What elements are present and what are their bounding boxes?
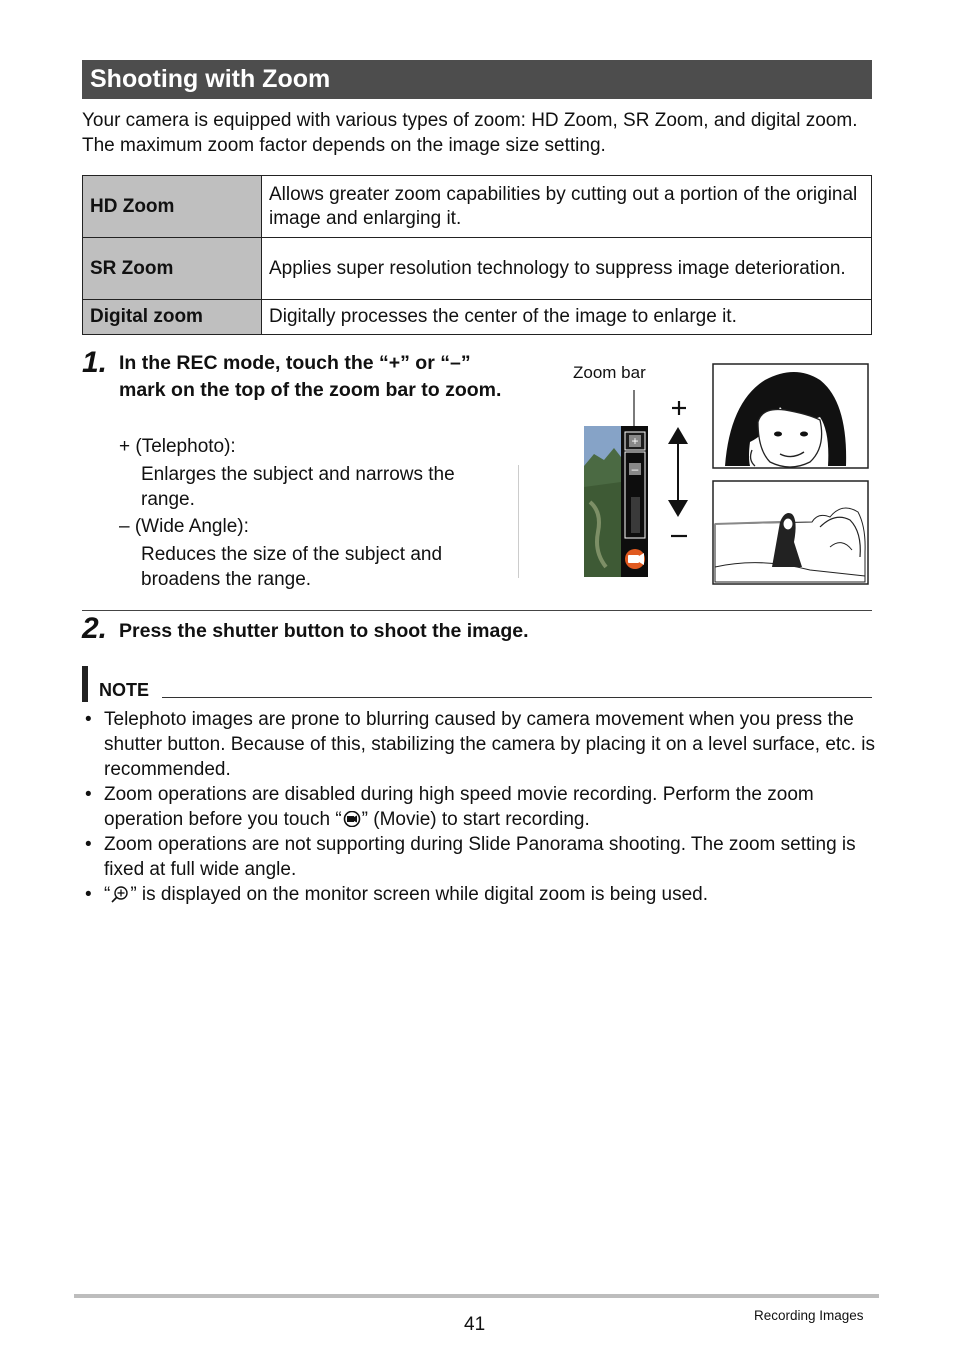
wide-angle-illustration <box>713 481 868 584</box>
table-row <box>83 176 872 238</box>
wide-angle-label: – (Wide Angle): <box>119 516 249 537</box>
digital-zoom-icon <box>110 885 130 903</box>
note-rule <box>162 697 872 698</box>
zoom-slider-track[interactable] <box>631 497 640 533</box>
zoom-type-name: Digital zoom <box>83 300 262 335</box>
zoom-type-desc: Applies super resolution technology to suppress image deterioration. <box>262 238 872 300</box>
footer-section-name: Recording Images <box>754 1308 864 1323</box>
arrow-up-icon <box>668 427 688 444</box>
telephoto-label: + (Telephoto): <box>119 436 236 457</box>
list-item <box>82 707 877 782</box>
divider <box>518 465 519 578</box>
zoom-type-desc: Digitally processes the center of the image to enlarge it. <box>262 300 872 335</box>
page-number: 41 <box>464 1314 486 1335</box>
step-number: 2. <box>82 612 108 645</box>
note-marker <box>82 666 88 702</box>
camera-screen-image <box>584 426 621 577</box>
intro-paragraph: Your camera is equipped with various types of zoom: HD Zoom, SR Zoom, and digital zoom. The maximum zoom factor depends on the image size setting. <box>82 110 858 156</box>
table-row <box>83 238 872 300</box>
divider <box>82 610 872 611</box>
zoom-types-table <box>82 175 872 335</box>
note-text: ” is displayed on the monitor screen while digital zoom is being used. <box>130 884 709 905</box>
note-list <box>82 707 877 907</box>
note-text: Zoom operations are not supporting during Slide Panorama shooting. The zoom setting is fixed at full wide angle. <box>104 834 856 880</box>
svg-text:+: + <box>631 434 639 448</box>
zoom-bar-label: Zoom bar <box>573 363 646 382</box>
zoom-type-name: HD Zoom <box>83 176 262 238</box>
wide-angle-desc: Reduces the size of the subject and broadens the range. <box>141 544 443 590</box>
list-item <box>82 832 877 882</box>
list-item <box>82 782 877 832</box>
note-text: Telephoto images are prone to blurring caused by camera movement when you press the shutter button. Because of this, stabilizing the camera by placing it on a level surface, etc. is recommended. <box>104 709 875 780</box>
zoom-type-name: SR Zoom <box>83 238 262 300</box>
arrow-down-icon <box>668 500 688 517</box>
note-text: “ <box>104 884 111 905</box>
note-text: Zoom operations are disabled during high speed movie recording. Perform the zoom operation before you touch “ <box>104 784 814 830</box>
zoom-illustration <box>580 362 872 588</box>
step-heading: In the REC mode, touch the “+” or “–” mark on the top of the zoom bar to zoom. <box>119 352 502 401</box>
section-title: Shooting with Zoom <box>90 65 331 93</box>
step-number: 1. <box>82 346 108 379</box>
step-heading: Press the shutter button to shoot the image. <box>119 620 529 642</box>
telephoto-desc: Enlarges the subject and narrows the range. <box>141 464 455 510</box>
table-row <box>83 300 872 335</box>
telephoto-illustration <box>713 364 868 468</box>
zoom-type-desc: Allows greater zoom capabilities by cutting out a portion of the original image and enlarging it. <box>262 176 872 238</box>
note-label: NOTE <box>99 680 150 700</box>
movie-icon <box>342 811 362 827</box>
list-item <box>82 882 877 907</box>
svg-text:–: – <box>631 462 639 476</box>
footer-rule <box>74 1294 879 1298</box>
note-text: ” (Movie) to start recording. <box>361 809 590 830</box>
